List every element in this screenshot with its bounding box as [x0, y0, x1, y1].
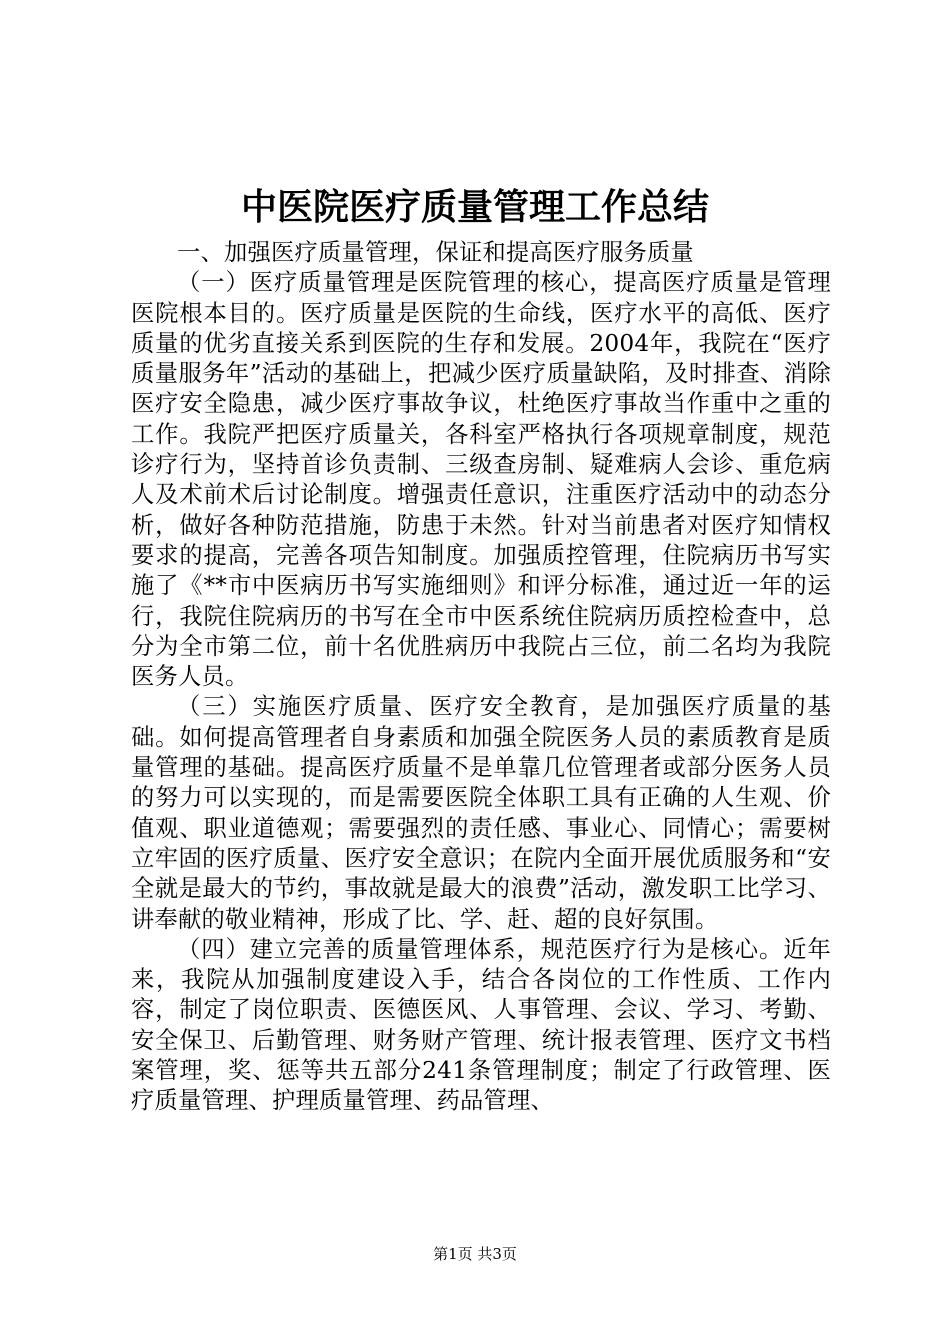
paragraph-3: （四）建立完善的质量管理体系，规范医疗行为是核心。近年来，我院从加强制度建设入手，结合各岗位的工作性质、工作内容，制定了岗位职责、医德医风、人事管理、会议、学习、考勤、安全保卫、后勤管理、财务财产管理、统计报表管理、医疗文书档案管理，奖、惩等共五部分241条管理制度；制定了行政管理、医疗质量管理、护理质量管理、药品管理、 — [131, 935, 831, 1115]
document-title: 中医院医疗质量管理工作总结 — [240, 186, 709, 228]
paragraph-1: （一）医疗质量管理是医院管理的核心，提高医疗质量是管理医院根本目的。医疗质量是医院的生命线，医疗水平的高低、医疗质量的优劣直接关系到医院的生存和发展。2004年，我院在“医疗质量服务年”活动的基础上，把减少医疗质量缺陷，及时排查、消除医疗安全隐患，减少医疗事故争议，杜绝医疗事故当作重中之重的工作。我院严把医疗质量关，各科室严格执行各项规章制度，规范诊疗行为，坚持首诊负责制、三级查房制、疑难病人会诊、重危病人及术前术后讨论制度。增强责任意识，注重医疗活动中的动态分析，做好各种防范措施，防患于未然。针对当前患者对医疗知情权要求的提高，完善各项告知制度。加强质控管理，住院病历书写实施了《**市中医病历书写实施细则》和评分标准，通过近一年的运行，我院住院病历的书写在全市中医系统住院病历质控检查中，总分为全市第二位，前十名优胜病历中我院占三位，前二名均为我院医务人员。 — [131, 269, 831, 691]
document-body — [131, 238, 831, 1117]
section-heading: 一、加强医疗质量管理，保证和提高医疗服务质量 — [177, 239, 694, 266]
page-footer: 第1页 共3页 — [433, 1245, 517, 1263]
paragraph-2: （三）实施医疗质量、医疗安全教育，是加强医疗质量的基础。如何提高管理者自身素质和加强全院医务人员的素质教育是质量管理的基础。提高医疗质量不是单靠几位管理者或部分医务人员的努力可以实现的，而是需要医院全体职工具有正确的人生观、价值观、职业道德观；需要强烈的责任感、事业心、同情心；需要树立牢固的医疗质量、医疗安全意识；在院内全面开展优质服务和“安全就是最大的节约，事故就是最大的浪费”活动，激发职工比学习、讲奉献的敬业精神，形成了比、学、赶、超的良好氛围。 — [131, 693, 831, 933]
